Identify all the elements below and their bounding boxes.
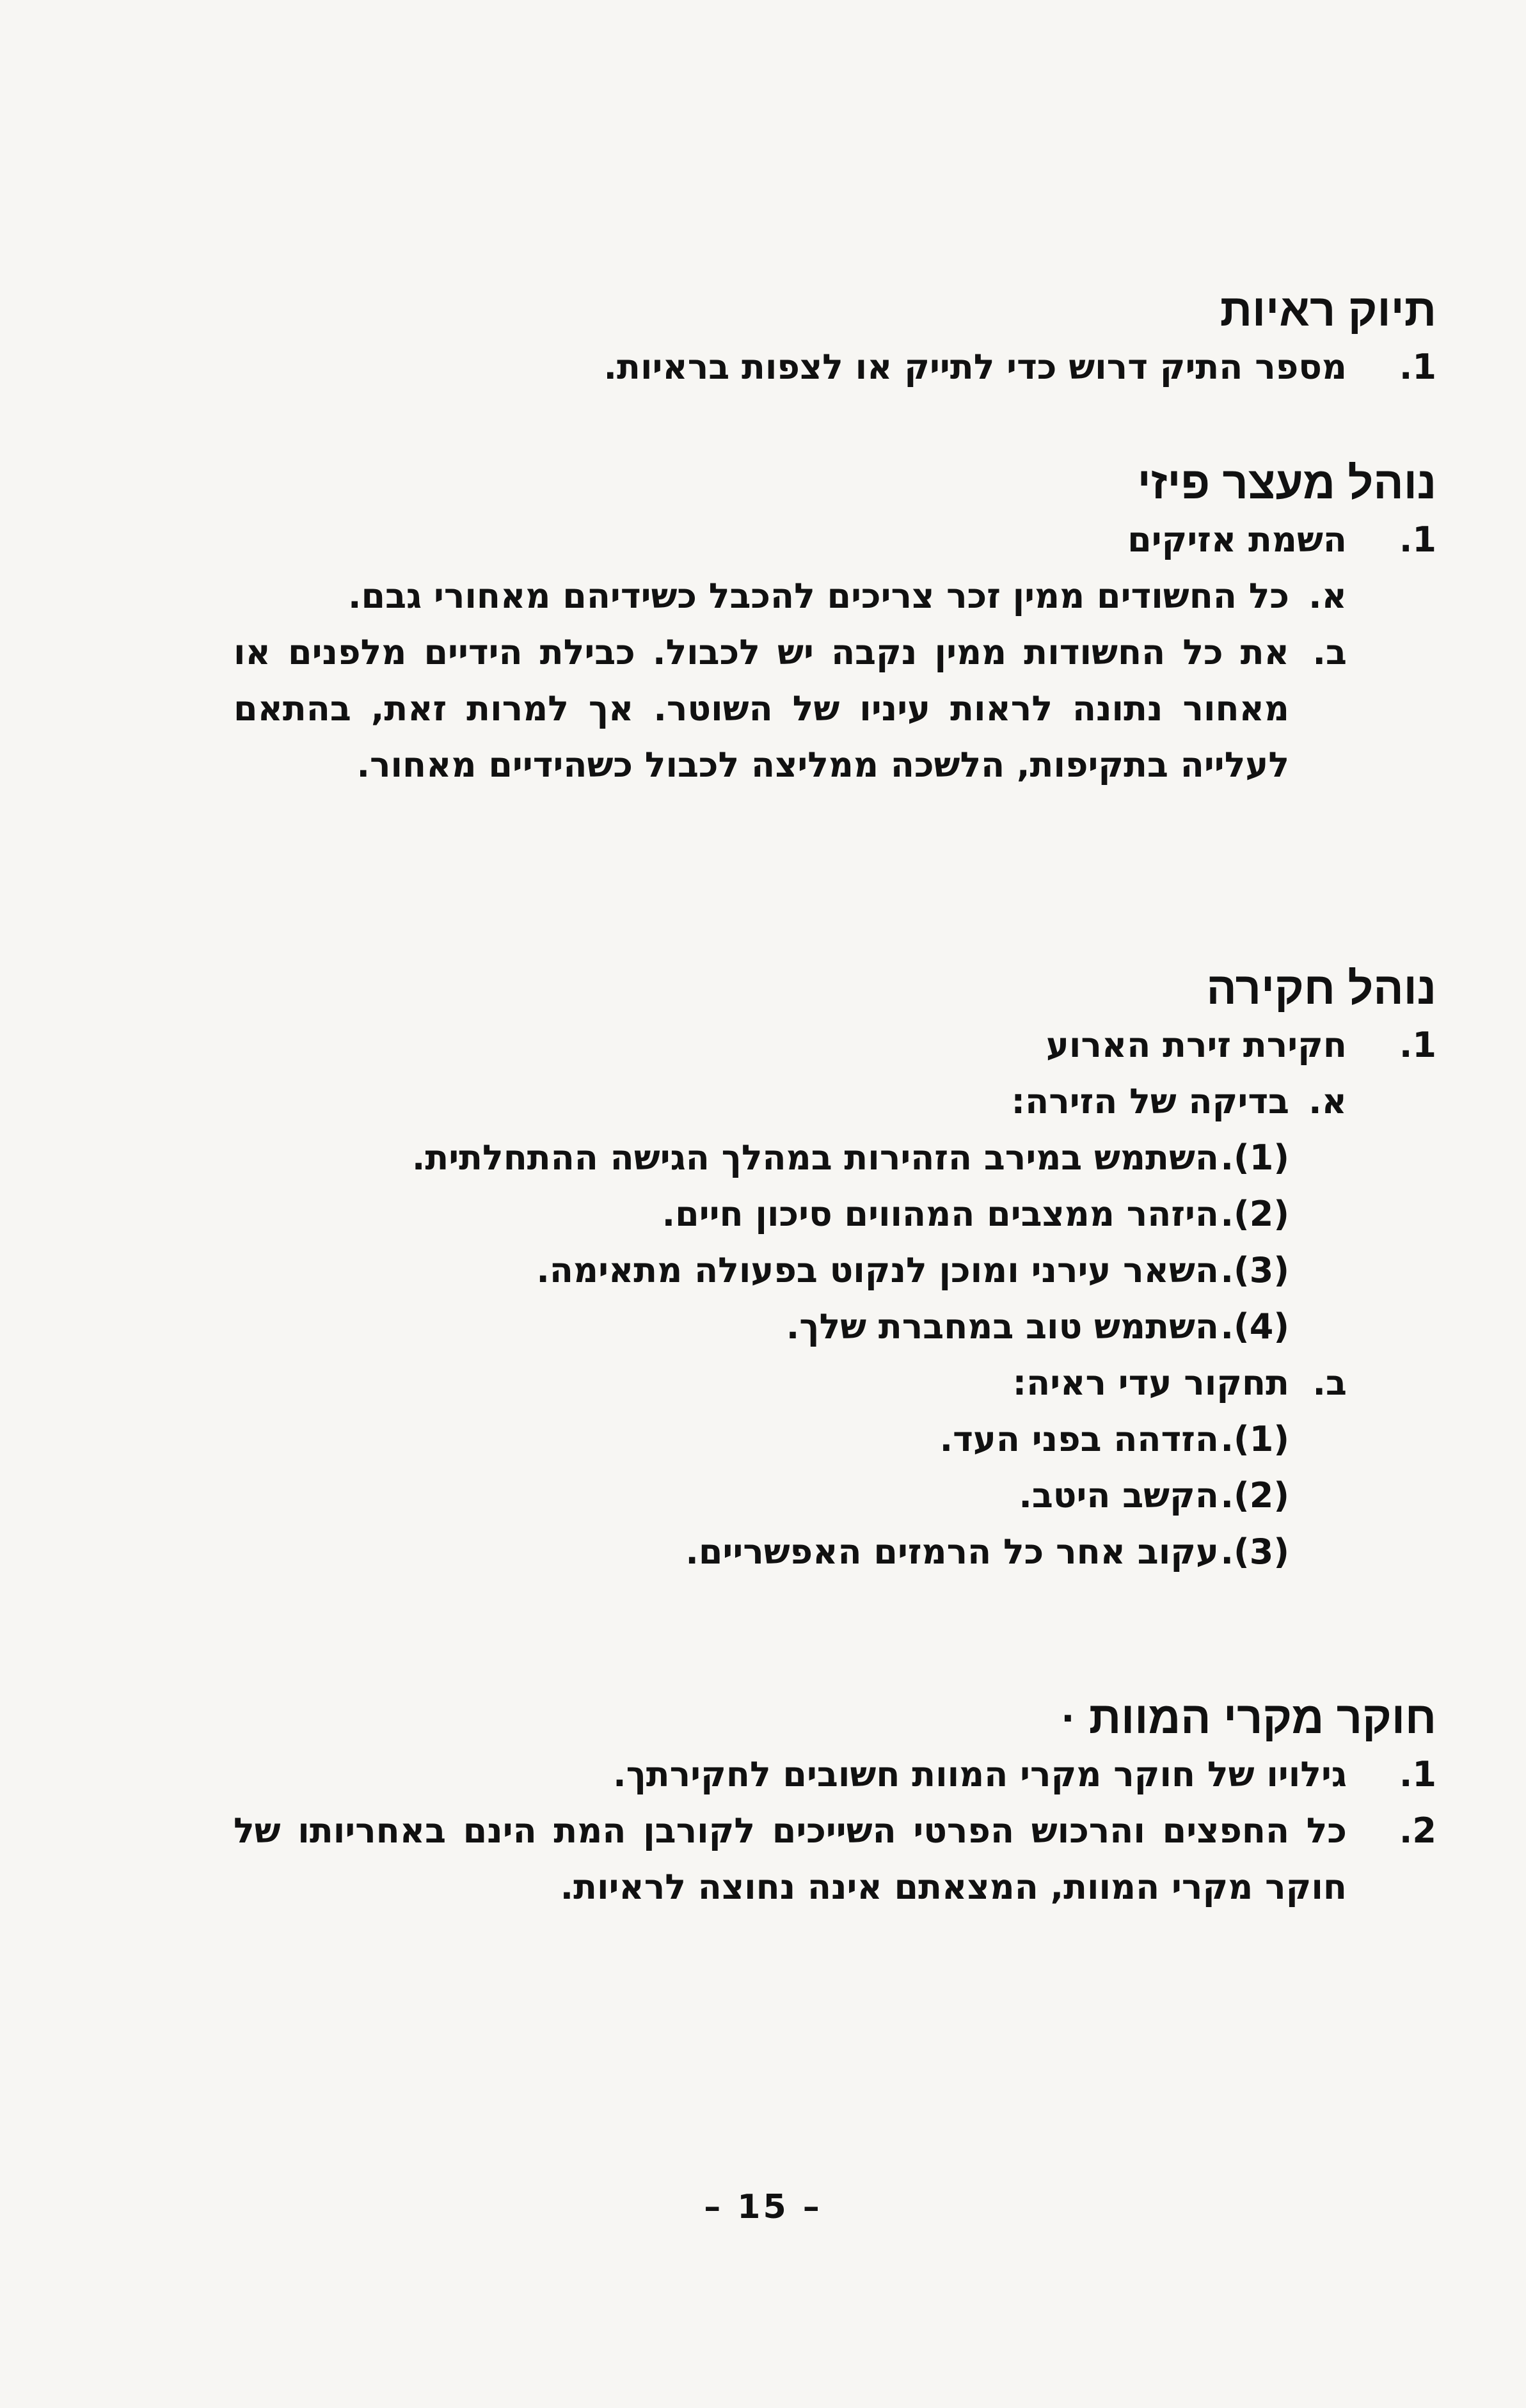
item-text: הקשב היטב. — [1019, 1475, 1219, 1516]
page-number: – 15 – — [704, 2188, 822, 2226]
section-coroner — [234, 1689, 1436, 1915]
list-item — [234, 1130, 1436, 1186]
item-number: 1. — [1399, 519, 1436, 560]
item-number: (2). — [1220, 1194, 1289, 1234]
item-number: (2). — [1220, 1475, 1289, 1516]
item-text: השתמש במירב הזהירות במהלך הגישה ההתחלתית. — [411, 1137, 1219, 1178]
item-number: 1. — [1399, 347, 1436, 387]
list-item — [234, 1411, 1436, 1468]
section-investigation — [234, 960, 1436, 1580]
list-item — [234, 1524, 1436, 1580]
item-letter: ב. — [1312, 1363, 1347, 1403]
item-text: כל החפצים והרכוש הפרטי השייכים לקורבן המת הינם באחריותו של חוקר מקרי המוות, המצאתם אינה נחוצה לראיות. — [234, 1810, 1347, 1907]
list-item — [234, 339, 1436, 395]
item-number: (3). — [1220, 1250, 1289, 1290]
item-number: (3). — [1220, 1532, 1289, 1572]
list-item — [234, 1355, 1436, 1411]
item-number: 1. — [1399, 1025, 1436, 1065]
item-number: (4). — [1220, 1306, 1289, 1347]
item-text: כל החשודים ממין זכר צריכים להכבל כשידיהם מאחורי גבם. — [348, 576, 1289, 616]
list-item — [234, 1186, 1436, 1242]
list-item — [234, 1468, 1436, 1524]
section-title: חוקר מקרי המוות · — [1061, 1693, 1436, 1743]
item-text: השאר עירני ומוכן לנקוט בפעולה מתאימה. — [536, 1250, 1219, 1290]
item-number: 1. — [1399, 1754, 1436, 1794]
item-letter: א. — [1308, 1081, 1347, 1121]
list-item — [234, 624, 1436, 793]
item-text: השמת אזיקים — [1127, 519, 1347, 560]
section-title: נוהל חקירה — [1206, 963, 1436, 1013]
list-item — [234, 1017, 1436, 1073]
list-item — [234, 1299, 1436, 1355]
item-letter: ב. — [1312, 632, 1347, 672]
list-item — [234, 1747, 1436, 1803]
item-number: (1). — [1220, 1419, 1289, 1459]
item-text: גילויו של חוקר מקרי המוות חשובים לחקירתך. — [613, 1754, 1347, 1794]
item-number: (1). — [1220, 1137, 1289, 1178]
item-text: היזהר ממצבים המהווים סיכון חיים. — [662, 1194, 1219, 1234]
section-title: נוהל מעצר פיזי — [1137, 458, 1436, 508]
item-text: את כל החשודות ממין נקבה יש לכבול. כבילת הידיים מלפנים או מאחור נתונה לראות עיניו של השוטר. אך למרות זאת, בהתאם לעלייה בתקיפות, הלשכה ממליצה לכבול כשהידיים מאחור. — [234, 632, 1289, 785]
item-text: בדיקה של הזירה: — [1011, 1081, 1289, 1121]
item-text: מספר התיק דרוש כדי לתייק או לצפות בראיות. — [603, 347, 1347, 387]
item-text: תחקור עדי ראיה: — [1012, 1363, 1289, 1403]
section-physical-arrest — [234, 454, 1436, 793]
item-number: 2. — [1399, 1810, 1436, 1851]
section-title: תיוק ראיות — [1220, 285, 1436, 335]
list-item — [234, 1803, 1436, 1915]
item-letter: א. — [1308, 576, 1347, 616]
item-text: השתמש טוב במחברת שלך. — [786, 1306, 1219, 1347]
list-item — [234, 1073, 1436, 1130]
list-item — [234, 568, 1436, 624]
item-text: הזדהה בפני העד. — [939, 1419, 1219, 1459]
item-text: עקוב אחר כל הרמזים האפשריים. — [685, 1532, 1219, 1572]
section-evidence-filing — [234, 281, 1436, 395]
item-text: חקירת זירת הארוע — [1045, 1025, 1347, 1065]
list-item — [234, 512, 1436, 568]
list-item — [234, 1242, 1436, 1299]
